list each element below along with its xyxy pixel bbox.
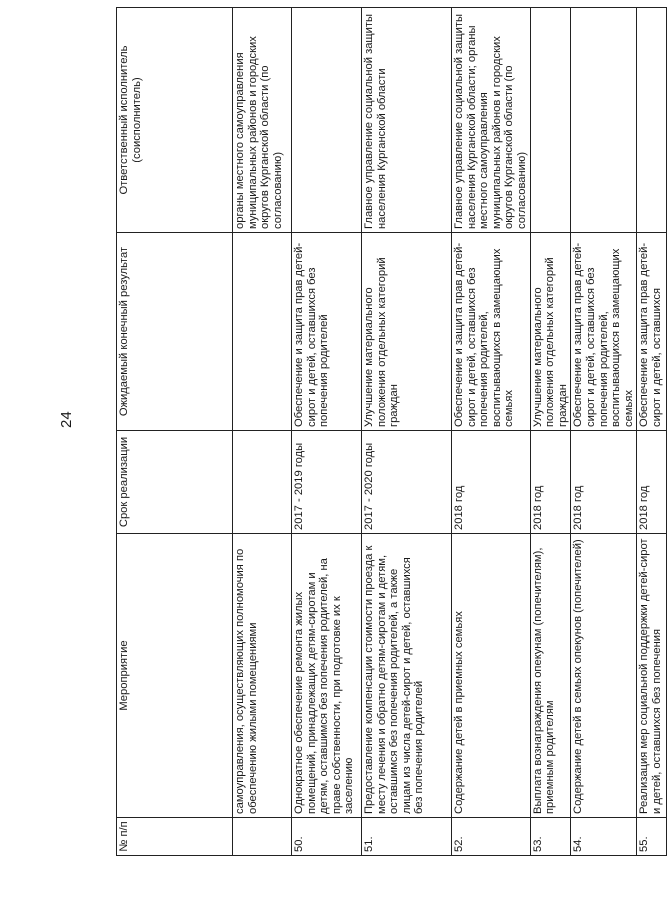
table-row bbox=[637, 8, 667, 856]
cell-responsible: органы местного самоуправления муниципальных районов и городских округов Курганской области (по согласованию) bbox=[233, 8, 292, 233]
cell-result: Обеспечение и защита прав детей-сирот и детей, оставшихся без попечения родителей bbox=[292, 233, 362, 431]
cell-num: 50. bbox=[292, 818, 362, 856]
cell-activity: Содержание детей в семьях опекунов (попечителей) bbox=[571, 534, 637, 818]
cell-result: Улучшение материального положения отдельных категорий граждан bbox=[362, 233, 452, 431]
cell-num: 55. bbox=[637, 818, 667, 856]
table-header-row bbox=[117, 8, 233, 856]
header-result: Ожидаемый конечный результат bbox=[117, 233, 233, 431]
page-number: 24 bbox=[58, 411, 75, 428]
cell-responsible: Главное управление социальной защиты населения Курганской области; органы местного самоуправления муниципальных районов и городских округов Курганской области (по согласованию) bbox=[452, 8, 531, 233]
table-row bbox=[452, 8, 531, 856]
cell-num: 51. bbox=[362, 818, 452, 856]
cell-result: Улучшение материального положения отдельных категорий граждан bbox=[530, 233, 571, 431]
cell-term bbox=[233, 431, 292, 534]
header-responsible: Ответственный исполнитель (соисполнитель) bbox=[117, 8, 233, 233]
cell-term: 2018 год bbox=[452, 431, 531, 534]
cell-result: Обеспечение и защита прав детей-сирот и детей, оставшихся bbox=[637, 233, 667, 431]
cell-num: 54. bbox=[571, 818, 637, 856]
cell-result: Обеспечение и защита прав детей-сирот и детей, оставшихся без попечения родителей, воспитывающихся в замещающих семьях bbox=[571, 233, 637, 431]
cell-activity: самоуправления, осуществляющих полномочия по обеспечению жилыми помещениями bbox=[233, 534, 292, 818]
cell-responsible: Главное управление социальной защиты населения Курганской области bbox=[362, 8, 452, 233]
cell-activity: Предоставление компенсации стоимости проезда к месту лечения и обратно детям-сиротам и детям, оставшимся без попечения родителей, а также лицам из числа детей-сирот и детей, оставшихся без попечения родителей bbox=[362, 534, 452, 818]
rotated-table-container bbox=[116, 8, 663, 856]
cell-responsible bbox=[637, 8, 667, 233]
header-activity: Мероприятие bbox=[117, 534, 233, 818]
cell-activity: Выплата вознаграждения опекунам (попечителям), приемным родителям bbox=[530, 534, 571, 818]
cell-term: 2017 - 2019 годы bbox=[292, 431, 362, 534]
cell-term: 2018 год bbox=[571, 431, 637, 534]
cell-result bbox=[233, 233, 292, 431]
cell-term: 2018 год bbox=[637, 431, 667, 534]
table-row bbox=[292, 8, 362, 856]
cell-term: 2017 - 2020 годы bbox=[362, 431, 452, 534]
cell-responsible bbox=[530, 8, 571, 233]
table-row-continuation bbox=[233, 8, 292, 856]
cell-responsible bbox=[571, 8, 637, 233]
activities-table bbox=[116, 7, 667, 856]
cell-responsible bbox=[292, 8, 362, 233]
table-row bbox=[362, 8, 452, 856]
table-row bbox=[530, 8, 571, 856]
cell-num: 53. bbox=[530, 818, 571, 856]
cell-num bbox=[233, 818, 292, 856]
header-term: Срок реализации bbox=[117, 431, 233, 534]
table-row bbox=[571, 8, 637, 856]
cell-activity: Однократное обеспечение ремонта жилых помещений, принадлежащих детям-сиротам и детям, оставшимся без попечения родителей, на праве собственности, при подготовке их к заселению bbox=[292, 534, 362, 818]
cell-activity: Реализация мер социальной поддержки детей-сирот и детей, оставшихся без попечения bbox=[637, 534, 667, 818]
cell-result: Обеспечение и защита прав детей-сирот и детей, оставшихся без попечения родителей, воспитывающихся в замещающих семьях bbox=[452, 233, 531, 431]
cell-num: 52. bbox=[452, 818, 531, 856]
cell-term: 2018 год bbox=[530, 431, 571, 534]
header-num: № п/п bbox=[117, 818, 233, 856]
cell-activity: Содержание детей в приемных семьях bbox=[452, 534, 531, 818]
